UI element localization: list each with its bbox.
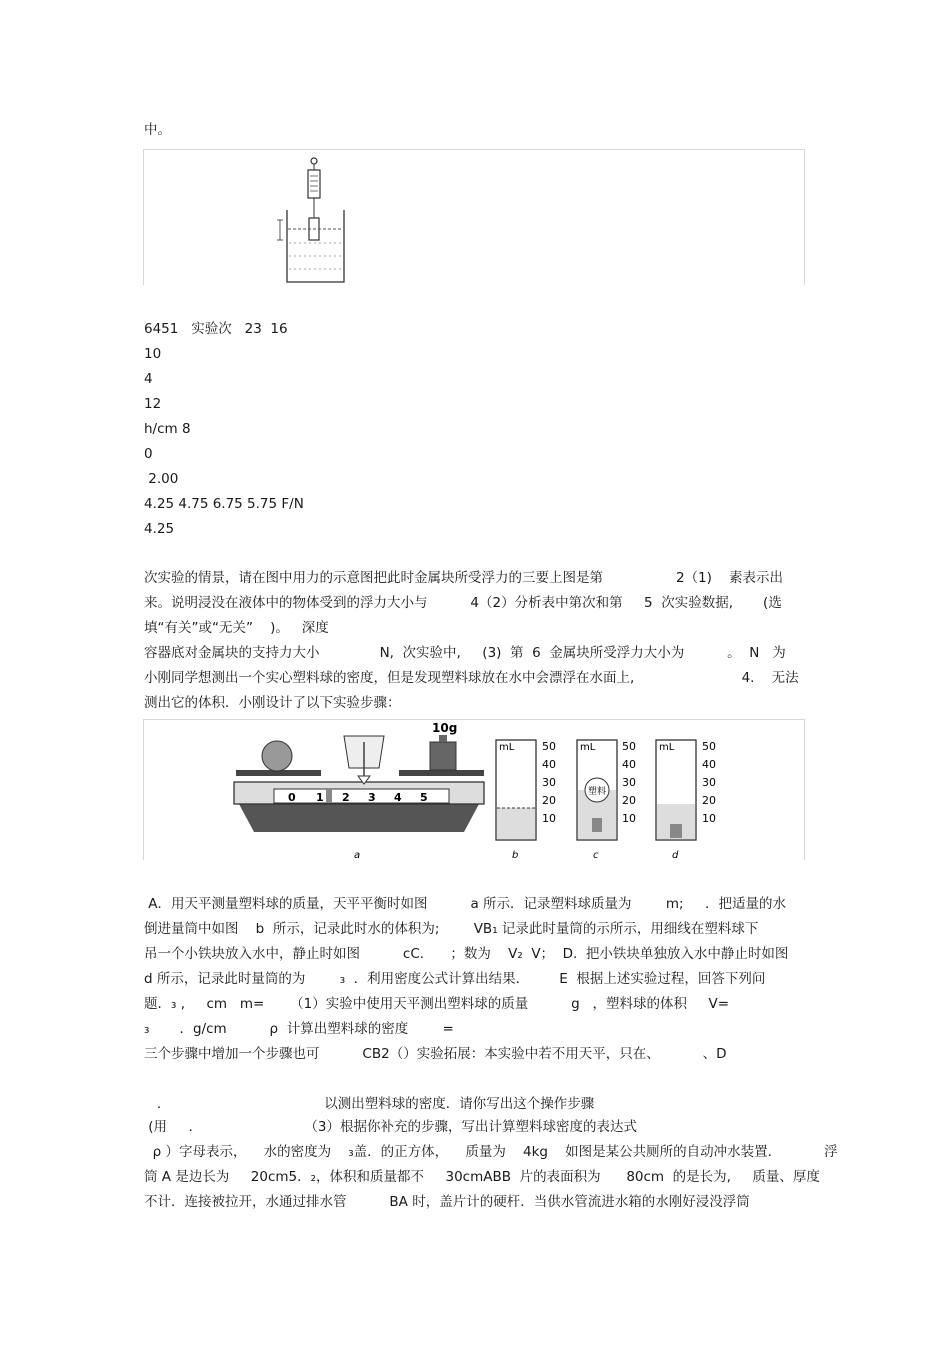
scale-tick: 10 [702,812,716,825]
ruler-tick: 1 [316,791,324,804]
caption-c: c [593,850,599,860]
caption-b: b [512,850,519,860]
text-line: d 所示，记录此时量筒的为 ₃ ．利用密度公式计算出结果． E 根据上述实验过程，回答下列问 [144,971,766,987]
table-line: 4.25 4.75 6.75 5.75 F/N [144,496,304,512]
scale-tick: 20 [542,794,556,807]
text-line: 题．₃ , cm m= （1）实验中使用天平测出塑料球的质量 g ，塑料球的体积 V= [144,996,730,1012]
scale-tick: 10 [542,812,556,825]
text-line: 来。说明浸没在液体中的物体受到的浮力大小与 4（2）分析表中第次和第 5 次实验数据, (选 [144,595,782,611]
ruler-tick: 3 [368,791,376,804]
table-line: 4 [144,371,153,387]
table-line: 10 [144,346,162,362]
text-line: 吊一个小铁块放入水中，静止时如图 cC． ；数为 V₂ V； D. 把小铁块单独放入水中静止时如图 [144,946,789,962]
text-line: A．用天平测量塑料球的质量，天平平衡时如图 a 所示．记录塑料球质量为 m; ．把适量的水 [144,896,786,912]
text-line: 小刚同学想测出一个实心塑料球的密度，但是发现塑料球放在水中会漂浮在水面上, 4. 无法 [144,670,799,686]
plastic-ball [262,741,292,771]
table-line: 2.00 [144,471,179,487]
text-line: 测出它的体积．小刚设计了以下实验步骤： [144,695,401,711]
scale-tick: 30 [702,776,716,789]
text-line: 三个步骤中增加一个步骤也可 CB2（）实验拓展：本实验中若不用天平，只在、 、D [144,1046,727,1062]
ruler-tick: 4 [394,791,402,804]
scale-tick: 40 [622,758,636,771]
figure-balance-cylinders [143,719,805,860]
scale-tick: 30 [622,776,636,789]
text-line: ₃ ．g/cm ρ 计算出塑料球的密度 = [144,1021,454,1037]
scale-tick: 20 [702,794,716,807]
cylinder-unit: mL [580,742,596,753]
weight-block [430,742,456,770]
table-line: h/cm 8 [144,421,191,437]
cylinder-unit: mL [499,742,515,753]
scale-tick: 10 [622,812,636,825]
rider-marker [326,789,332,803]
figure-spring-scale [143,149,805,285]
weight-label: 10g [432,721,458,735]
text-line: (用 . （3）根据你补充的步骤，写出计算塑料球密度的表达式 [144,1119,637,1135]
scale-tick: 30 [542,776,556,789]
text-line: 筒 A 是边长为 20cm5．₂，体积和质量都不 30cmABB 片的表面积为 80cm 的是长为, 质量、厚度 [144,1169,820,1185]
cylinder-d [656,740,716,840]
scale-tick: 40 [702,758,716,771]
table-line: 4.25 [144,521,175,537]
text-line: ρ ）字母表示， 水的密度为 ₃盖．的正方体， 质量为 4kg 如图是某公共厕所的自动冲水装置． 浮 [144,1144,838,1160]
balance-and-cylinders-diagram [144,720,804,860]
scale-tick: 20 [622,794,636,807]
text-line: 次实验的情景，请在图中用力的示意图把此时金属块所受浮力的三要上图是第 2（1) 素表示出 [144,570,784,586]
text-line: . 以测出塑料球的密度．请你写出这个操作步骤 [144,1096,595,1112]
text-line: 不计．连接被拉开，水通过排水管 BA 时，盖片计的硬杆．当供水管流进水箱的水刚好浸没浮筒 [144,1194,750,1210]
table-line: 12 [144,396,162,412]
ball-label: 塑料 [588,787,607,797]
text-line: 容器底对金属块的支持力大小 N, 次实验中, (3) 第 6 金属块所受浮力大小为 。 N 为 [144,645,786,661]
ruler-tick: 0 [288,791,296,804]
cylinder-c [577,740,636,840]
ruler-tick: 2 [342,791,350,804]
spring-scale-diagram [144,150,804,285]
caption-a: a [354,850,361,860]
text-line: 填“有关”或“无关” )。 深度 [144,620,329,636]
table-line: 6451 实验次 23 16 [144,321,288,337]
scale-tick: 50 [622,740,636,753]
cylinder-b [496,740,556,840]
table-line: 0 [144,446,153,462]
text-line: 倒进量筒中如图 b 所示，记录此时水的体积为; VB₁ 记录此时量筒的示所示，用细线在塑料球下 [144,921,759,937]
scale-tick: 50 [542,740,556,753]
cylinder-unit: mL [659,742,675,753]
caption-d: d [672,850,679,860]
ruler-tick: 5 [420,791,428,804]
intro-text: 中。 [144,122,171,138]
scale-tick: 50 [702,740,716,753]
scale-tick: 40 [542,758,556,771]
